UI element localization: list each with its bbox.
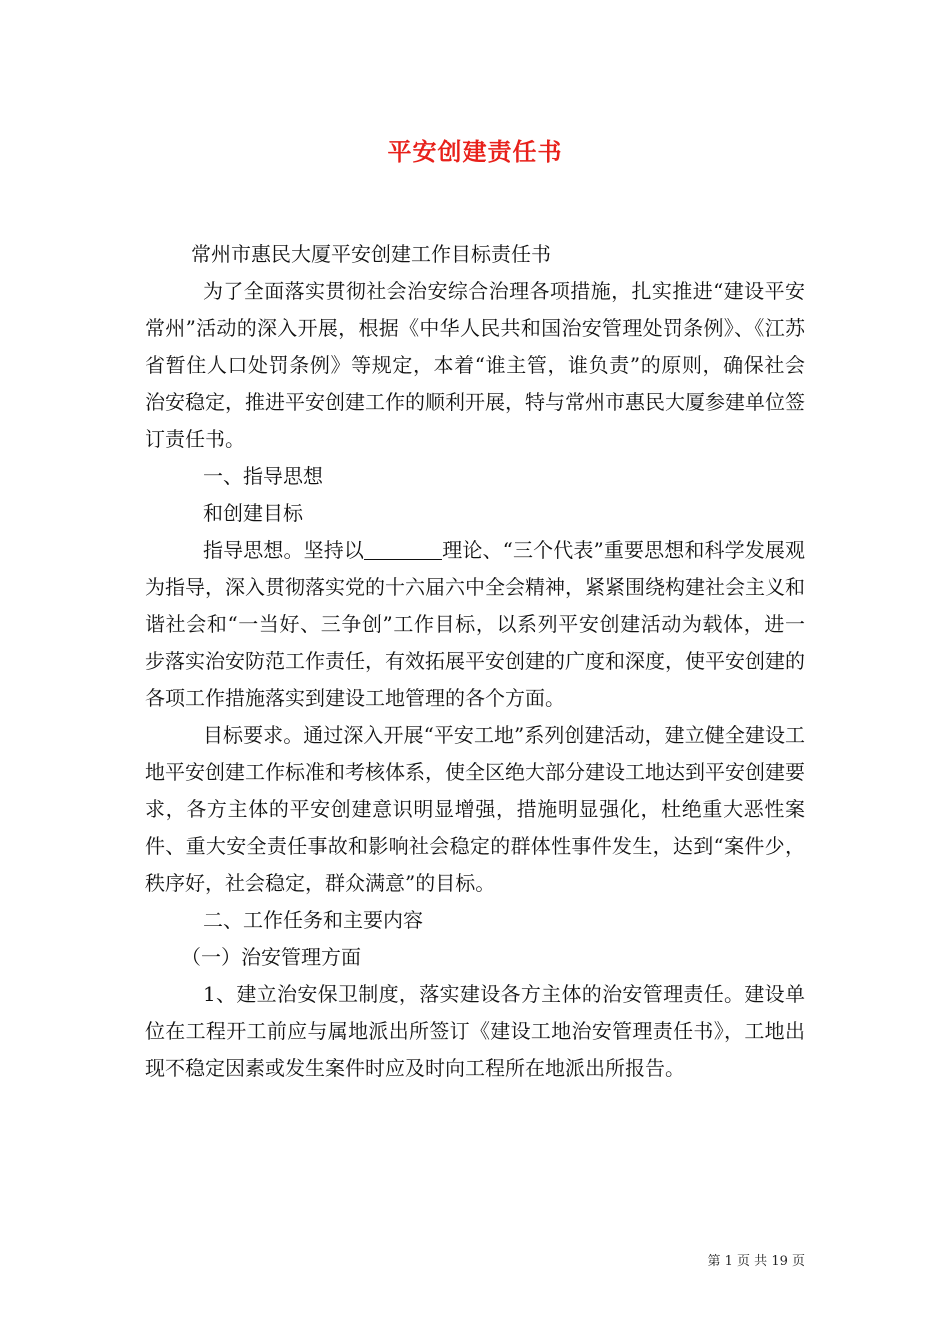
fill-in-blank <box>364 537 442 560</box>
guiding-thought-start: 指导思想。坚持以 <box>203 538 365 562</box>
subsection-heading-1: （一）治安管理方面 <box>181 945 361 969</box>
paragraph-heading: 常州市惠民大厦平安创建工作目标责任书 <box>191 242 551 266</box>
document-body <box>145 236 805 1087</box>
section-heading-1-cont: 和创建目标 <box>203 501 303 525</box>
paragraph-item-1: 1、建立治安保卫制度，落实建设各方主体的治安管理责任。建设单位在工程开工前应与属地派出所签订《建设工地治安管理责任书》，工地出现不稳定因素或发生案件时应及时向工程所在地派出所报告。 <box>145 982 805 1080</box>
guiding-thought-rest: 理论、“三个代表”重要思想和科学发展观为指导，深入贯彻落实党的十六届六中全会精神，紧紧围绕构建社会主义和谐社会和“一当好、三争创”工作目标，以系列平安创建活动为载体，进一步落实治安防范工作责任，有效拓展平安创建的广度和深度，使平安创建的各项工作措施落实到建设工地管理的各个方面。 <box>145 538 806 710</box>
section-heading-1: 一、指导思想 <box>203 464 323 488</box>
paragraph-intro: 为了全面落实贯彻社会治安综合治理各项措施，扎实推进“建设平安常州”活动的深入开展，根据《中华人民共和国治安管理处罚条例》、《江苏省暂住人口处罚条例》等规定，本着“谁主管，谁负责”的原则，确保社会治安稳定，推进平安创建工作的顺利开展，特与常州市惠民大厦参建单位签订责任书。 <box>145 279 805 451</box>
section-heading-2: 二、工作任务和主要内容 <box>203 908 423 932</box>
paragraph-goal: 目标要求。通过深入开展“平安工地”系列创建活动，建立健全建设工地平安创建工作标准和考核体系，使全区绝大部分建设工地达到平安创建要求，各方主体的平安创建意识明显增强，措施明显强化，杜绝重大恶性案件、重大安全责任事故和影响社会稳定的群体性事件发生，达到“案件少，秩序好，社会稳定，群众满意”的目标。 <box>145 723 805 895</box>
document-title: 平安创建责任书 <box>387 137 563 166</box>
paragraph-guiding-thought <box>145 532 805 717</box>
page-number-footer: 第 1 页 共 19 页 <box>707 1254 805 1269</box>
